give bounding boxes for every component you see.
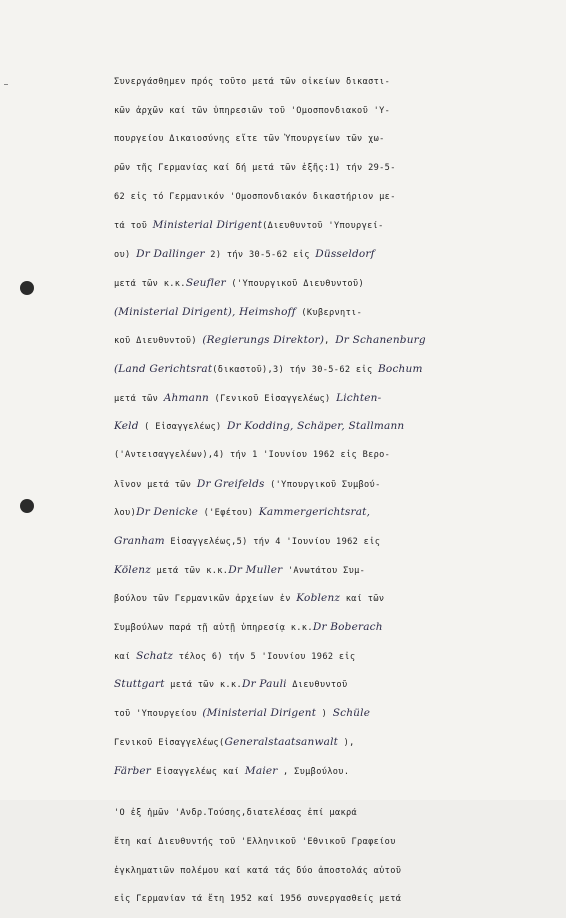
handwritten-insert: Dr Schanenburg [335,334,426,347]
handwritten-insert: Kammergerichtsrat, [258,506,371,519]
typed-text: Εἰσαγγελέως καί [151,766,245,777]
text-line [114,732,514,761]
paragraph-collaboration [114,72,514,789]
typed-text: (Γενικοῦ Εἰσαγγελέως) [209,393,337,404]
typed-text: ἐγκληματιῶν πολέμου καί κατά τάς δύο ἀποστολάς αὐτοῦ [114,865,402,876]
text-line [114,72,514,101]
handwritten-insert: Dr Dallinger [136,248,205,261]
handwritten-insert: (Ministerial Dirigent), Heimshoff [114,305,296,318]
text-line [114,889,514,918]
typed-text: εἰς Γερμανίαν τά ἔτη 1952 καί 1956 συνεργασθείς μετά [114,894,402,905]
text-line [114,646,514,675]
typed-text: λῖνον μετά τῶν [114,479,197,490]
text-line [114,861,514,890]
handwritten-insert: Keld [114,420,139,433]
typed-text: Διευθυντοῦ [286,680,348,691]
handwritten-insert: Bochum [378,362,423,375]
typed-text: τοῦ 'Υπουργείου [114,709,203,720]
typed-text: πουργείου Δικαιοσύνης εἴτε τῶν Ὑπουργείων τῶν χω- [114,134,385,145]
typed-text: λου) [114,508,137,519]
punch-hole-bottom [20,499,34,513]
text-line [114,531,514,560]
handwritten-insert: Schüle [332,707,371,720]
text-line [114,388,514,417]
handwritten-insert: Kölenz [114,563,151,576]
text-line [114,273,514,302]
text-line [114,761,514,790]
typed-text: (Κυβερνητι- [295,307,363,318]
typed-text: Συνεργάσθημεν πρός τοῦτο μετά τῶν οἰκείων δικαστι- [114,77,391,87]
text-line [114,832,514,861]
typed-text: ('Εφέτου) [198,508,259,519]
handwritten-insert: Dr Kodding, Schäper, Stallmann [227,420,405,433]
punch-hole-top [20,281,34,295]
handwritten-insert: Dr Boberach [312,621,383,634]
handwritten-insert: Lichten- [336,391,382,404]
handwritten-insert: Stuttgart [114,678,165,691]
handwritten-insert: Seufler [185,276,226,289]
handwritten-insert: (Land Gerichtsrat [114,362,213,375]
typed-text: τέλος 6) τήν 5 'Ιουνίου 1962 εἰς [173,651,356,662]
text-line [114,560,514,589]
typed-text: 2) τήν 30-5-62 εἰς [204,250,316,261]
handwritten-insert: Granham [114,535,165,547]
text-line [114,803,514,832]
handwritten-insert: Dr Pauli [241,678,287,691]
handwritten-insert: Färber [114,764,152,777]
text-line [114,158,514,187]
typed-text: μετά τῶν κ.κ. [164,680,242,691]
handwritten-insert: Dr Muller [228,563,283,576]
handwritten-insert: Ministerial Dirigent [152,219,263,232]
text-line [114,617,514,646]
typed-text: 'Ανωτάτου Συμ- [282,565,366,576]
typed-text: 'Ο ἐξ ἡμῶν 'Ανδρ.Τούσης,διατελέσας ἐπί μακρά [114,808,358,819]
text-line [114,674,514,703]
typed-text: , Συμβούλου. [277,766,350,777]
text-line [114,330,514,359]
text-line [114,416,514,445]
typed-text: ), [338,737,355,748]
typed-text: βούλου τῶν Γερμανικῶν ἀρχείων ἐν [114,594,297,605]
text-line [114,302,514,331]
typed-text: (δικαστοῦ),3) τήν 30-5-62 εἰς [212,364,378,375]
text-line [114,474,514,503]
text-line [114,129,514,158]
typed-text: Συμβούλων παρά τῇ αὐτῇ ὑπηρεσίᾳ κ.κ. [114,623,313,634]
typed-text: ('Υπουργικοῦ Διευθυντοῦ) [225,278,364,289]
typed-text: 62 εἰς τό Γερμανικόν 'Ομοσπονδιακόν δικαστήριον με- [114,191,396,202]
typed-text: ('Αντεισαγγελέων),4) τήν 1 'Ιουνίου 1962 εἰς Βερο- [114,449,391,460]
typed-text: , [324,336,336,347]
handwritten-insert: Generalstaatsanwalt [224,735,339,748]
typed-text: μετά τῶν [114,393,164,404]
handwritten-insert: (Ministerial Dirigent [202,707,317,720]
handwritten-insert: Maier [244,764,278,777]
text-line [114,101,514,130]
typed-text: μετά τῶν κ.κ. [114,278,186,289]
typed-text: τά τοῦ [114,221,153,232]
text-line [114,215,514,244]
typed-text: κῶν ἀρχῶν καί τῶν ὑπηρεσιῶν τοῦ 'Ομοσπονδιακοῦ 'Υ- [114,105,391,116]
typed-text: ου) [114,250,137,261]
text-line [114,703,514,732]
text-line [114,588,514,617]
typed-text: ρῶν τῆς Γερμανίας καί δή μετά τῶν ἑξῆς:1) τήν 29-5- [114,163,396,174]
text-line [114,445,514,474]
typed-text: Εἰσαγγελέως,5) τήν 4 'Ιουνίου 1962 εἰς [164,537,381,547]
paragraph-gap [114,789,514,803]
typed-text: καί [114,651,137,662]
text-line [114,359,514,388]
typed-text: ) [316,709,333,720]
typed-text: κοῦ Διευθυντοῦ) [114,336,203,347]
body-text [114,72,514,918]
text-line [114,244,514,273]
typed-text: ( Εἰσαγγελέως) [138,422,228,433]
page-edge-mark [4,84,8,85]
typed-text: ('Υπουργικοῦ Συμβού- [264,479,381,490]
handwritten-insert: Düsseldorf [315,248,375,261]
paragraph-tousis [114,803,514,918]
handwritten-insert: Dr Greifelds [196,477,265,490]
handwritten-insert: Dr Denicke [136,506,199,519]
text-line [114,187,514,216]
handwritten-insert: (Regierungs Direktor) [202,334,325,347]
typed-text: μετά τῶν κ.κ. [150,565,229,576]
typed-text: (Διευθυντοῦ 'Υπουργεί- [262,221,384,232]
text-line [114,502,514,531]
typed-text: Γενικοῦ Εἰσαγγελέως( [114,737,225,748]
handwritten-insert: Koblenz [296,592,341,605]
typed-text: ἔτη καί Διευθυντής τοῦ 'Ελληνικοῦ 'Εθνικοῦ Γραφείου [114,836,396,847]
handwritten-insert: Schatz [136,649,174,662]
typed-text: καί τῶν [340,594,385,605]
handwritten-insert: Ahmann [163,391,210,404]
